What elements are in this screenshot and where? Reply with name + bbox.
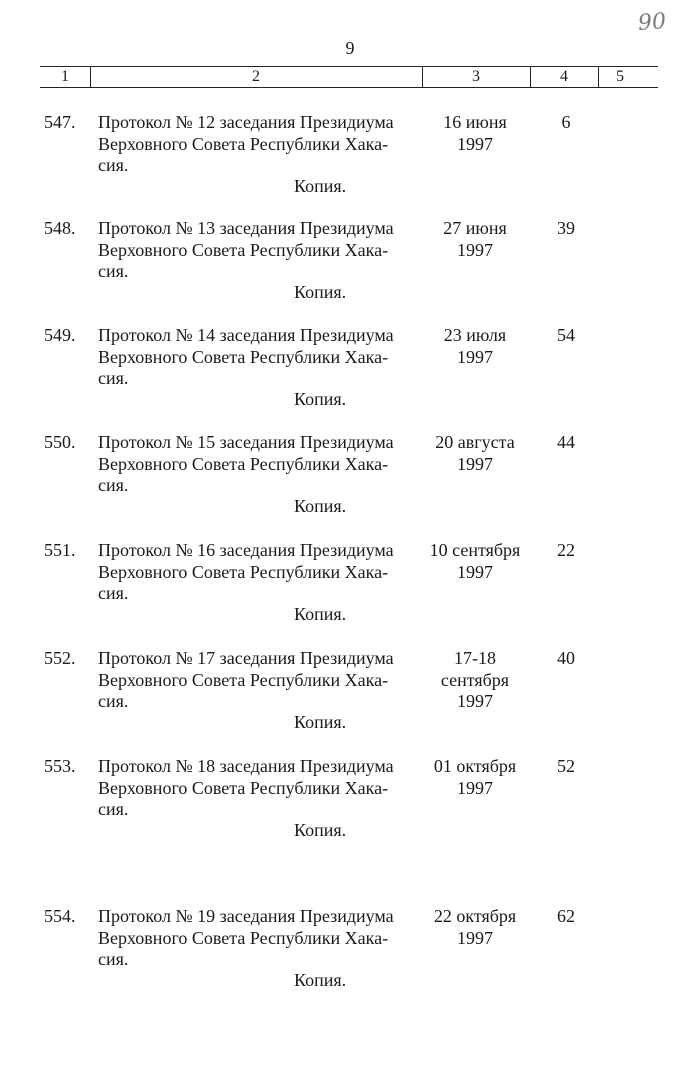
entry-date-line: 1997 xyxy=(457,133,493,154)
entry-number: 549. xyxy=(44,325,76,345)
header-col-4: 4 xyxy=(560,68,568,85)
entry-sheet-count: 39 xyxy=(557,218,575,238)
entry-number: 553. xyxy=(44,756,76,776)
entry-note: Копия. xyxy=(294,496,347,516)
entry-date-line: 1997 xyxy=(457,453,493,474)
entry-title xyxy=(98,648,408,713)
entry-title-line: сия. xyxy=(98,475,129,495)
entry-note: Копия. xyxy=(294,282,347,302)
entry-title-line: Протокол № 18 заседания Президиума xyxy=(98,756,394,776)
entry-title-line: Протокол № 15 заседания Президиума xyxy=(98,432,394,452)
list-item xyxy=(0,540,700,640)
entry-title xyxy=(98,432,408,497)
entry-title-line: Верховного Совета Республики Хака- xyxy=(98,777,389,798)
entry-number: 550. xyxy=(44,432,76,452)
entry-date-line: 1997 xyxy=(457,691,493,711)
entry-title-line: сия. xyxy=(98,155,129,175)
entry-title-line: Протокол № 19 заседания Президиума xyxy=(98,906,394,926)
entry-sheet-count: 52 xyxy=(557,756,575,776)
entry-number: 548. xyxy=(44,218,76,238)
entry-title xyxy=(98,325,408,390)
entry-date xyxy=(420,648,530,713)
entry-title-line: Верховного Совета Республики Хака- xyxy=(98,927,389,948)
entry-title xyxy=(98,756,408,821)
header-col-1: 1 xyxy=(61,68,69,85)
entry-date-line: 16 июня xyxy=(443,112,507,132)
entry-title-line: Протокол № 13 заседания Президиума xyxy=(98,218,394,238)
list-item xyxy=(0,112,700,212)
page-number: 9 xyxy=(345,38,355,58)
entry-date-line: сентября xyxy=(440,669,510,690)
entry-date-line: 1997 xyxy=(457,777,493,798)
entry-date-line: 22 октября xyxy=(433,906,517,926)
list-item xyxy=(0,325,700,425)
entry-date-line: 27 июня xyxy=(443,218,507,238)
entry-title-line: сия. xyxy=(98,583,129,603)
entry-title-line: Протокол № 16 заседания Президиума xyxy=(98,540,394,560)
entry-sheet-count: 62 xyxy=(557,906,575,926)
entry-date-line: 1997 xyxy=(457,239,493,260)
entry-title-line: Протокол № 12 заседания Президиума xyxy=(98,112,394,132)
entry-title-line: Верховного Совета Республики Хака- xyxy=(98,133,389,154)
entry-sheet-count: 54 xyxy=(557,325,575,345)
list-item xyxy=(0,906,700,1006)
entry-title-line: сия. xyxy=(98,949,129,969)
entry-date-line: 10 сентября xyxy=(429,540,521,560)
entry-date xyxy=(420,540,530,583)
entry-date-line: 17-18 xyxy=(454,648,496,668)
entry-number: 547. xyxy=(44,112,76,132)
entry-date-line: 23 июля xyxy=(443,325,507,345)
entry-title xyxy=(98,540,408,605)
entry-title xyxy=(98,906,408,971)
entry-date-line: 1997 xyxy=(457,346,493,367)
entry-title-line: Протокол № 17 заседания Президиума xyxy=(98,648,394,668)
entry-title-line: сия. xyxy=(98,261,129,281)
table-header xyxy=(40,66,658,88)
entry-date xyxy=(420,432,530,475)
list-item xyxy=(0,432,700,532)
entry-title-line: Верховного Совета Республики Хака- xyxy=(98,453,389,474)
entry-number: 554. xyxy=(44,906,76,926)
entry-date-line: 1997 xyxy=(457,561,493,582)
entry-note: Копия. xyxy=(294,820,347,840)
entry-title-line: сия. xyxy=(98,691,129,711)
entry-date xyxy=(420,325,530,368)
list-item xyxy=(0,218,700,318)
entry-sheet-count: 22 xyxy=(557,540,575,560)
header-col-2: 2 xyxy=(252,68,260,85)
entry-date xyxy=(420,218,530,261)
entry-sheet-count: 6 xyxy=(561,112,571,132)
entry-title-line: Верховного Совета Республики Хака- xyxy=(98,346,389,367)
entry-title-line: Верховного Совета Республики Хака- xyxy=(98,239,389,260)
entry-title-line: сия. xyxy=(98,799,129,819)
entry-note: Копия. xyxy=(294,604,347,624)
entry-sheet-count: 40 xyxy=(557,648,575,668)
entry-title-line: Верховного Совета Республики Хака- xyxy=(98,669,389,690)
entry-title xyxy=(98,112,408,177)
entry-date xyxy=(420,906,530,949)
entry-date xyxy=(420,756,530,799)
entry-note: Копия. xyxy=(294,970,347,990)
entry-title-line: сия. xyxy=(98,368,129,388)
entry-title xyxy=(98,218,408,283)
entry-number: 552. xyxy=(44,648,76,668)
handwritten-folio-number: 90 xyxy=(637,9,667,36)
entry-date-line: 01 октября xyxy=(433,756,517,776)
list-item xyxy=(0,756,700,856)
list-item xyxy=(0,648,700,748)
entry-number: 551. xyxy=(44,540,76,560)
entry-date xyxy=(420,112,530,155)
entry-note: Копия. xyxy=(294,712,347,732)
entry-title-line: Верховного Совета Республики Хака- xyxy=(98,561,389,582)
entry-date-line: 20 августа xyxy=(435,432,515,452)
header-bottom-rule xyxy=(40,87,658,88)
entry-date-line: 1997 xyxy=(457,927,493,948)
header-top-rule xyxy=(40,66,658,67)
entry-note: Копия. xyxy=(294,389,347,409)
header-col-5: 5 xyxy=(616,68,624,85)
header-col-3: 3 xyxy=(472,68,480,85)
entry-sheet-count: 44 xyxy=(557,432,575,452)
entry-note: Копия. xyxy=(294,176,347,196)
entry-title-line: Протокол № 14 заседания Президиума xyxy=(98,325,394,345)
